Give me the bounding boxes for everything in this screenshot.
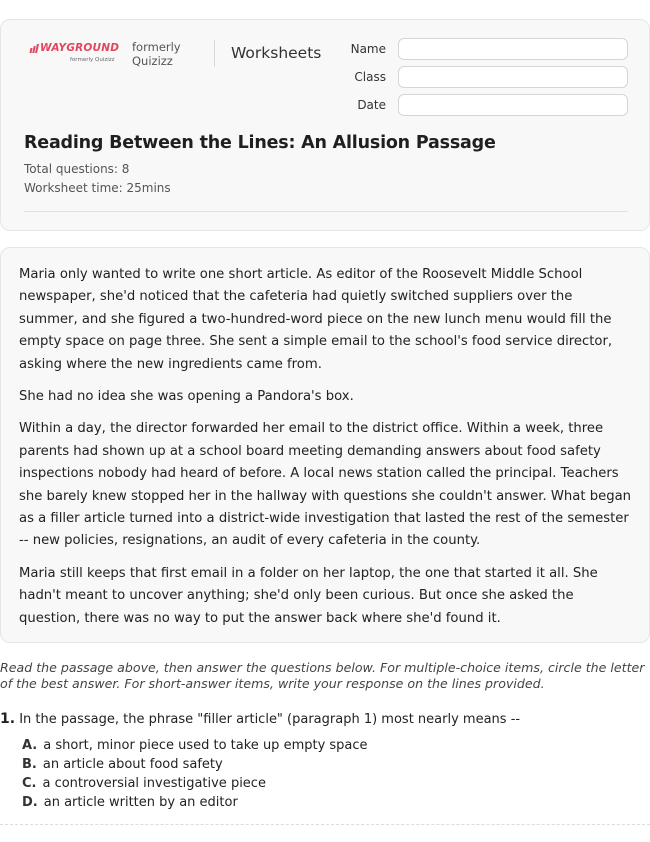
formerly-quizizz-label: formerly Quizizz [132,40,181,68]
passage-paragraph: She had no idea she was opening a Pandora's box. [19,389,354,405]
passage-card [0,247,650,643]
date-label: Date [357,98,386,112]
total-questions: Total questions: 8 [24,162,130,176]
option-text: an article written by an editor [43,795,238,810]
option-a[interactable] [22,738,368,753]
option-letter: A. [22,738,38,753]
question-number: 1. [0,711,16,727]
wayground-logo [30,42,118,63]
question-1 [0,711,650,727]
passage-paragraph: Maria still keeps that first email in a folder on her laptop, the one that started it all. She hadn't meant to uncover anything; she'd only been curious. But once she asked the question, there was no way to put the answer back where she'd found it. [19,565,598,626]
option-letter: B. [22,757,37,772]
option-c[interactable] [22,776,266,791]
name-field[interactable] [398,38,628,60]
worksheet-header [0,19,650,231]
question-separator [0,824,650,825]
option-letter: D. [22,795,38,810]
worksheet-time: Worksheet time: 25mins [24,181,171,195]
option-d[interactable] [22,795,238,810]
logo-bars-icon [30,44,38,53]
option-text: an article about food safety [42,757,223,772]
option-letter: C. [22,776,37,791]
passage-paragraph: Within a day, the director forwarded her email to the district office. Within a week, three parents had shown up at a school board meeting demanding answers about food safety inspections nobody had heard of before. A local news station called the principal. Teachers she barely knew stopped her in the hallway with questions she couldn't answer. What began as a filler article turned into a district-wide investigation that lasted the rest of the semester -- new policies, resignations, an audit of every cafeteria in the county. [19,421,632,549]
date-field[interactable] [398,94,628,116]
logo-subtext: formerly Quizizz [70,57,115,63]
header-rule [24,211,628,212]
question-text: In the passage, the phrase "filler article" (paragraph 1) most nearly means -- [19,712,521,727]
worksheet-title: Reading Between the Lines: An Allusion Passage [24,133,496,153]
option-b[interactable] [22,757,223,772]
section-label: Worksheets [231,44,322,62]
logo-text: WAYGROUND [40,42,120,54]
class-field[interactable] [398,66,628,88]
option-text: a short, minor piece used to take up empty space [43,738,368,753]
name-label: Name [350,42,386,56]
class-label: Class [354,70,386,84]
option-text: a controversial investigative piece [42,776,266,791]
instructions: Read the passage above, then answer the questions below. For multiple-choice items, circle the letter of the best answer. For short-answer items, write your response on the lines provided. [0,660,645,691]
header-divider [214,40,215,67]
passage-paragraph: Maria only wanted to write one short article. As editor of the Roosevelt Middle School newspaper, she'd noticed that the cafeteria had quietly switched suppliers over the summer, and she figured a two-hundred-word piece on the new lunch menu would fill the empty space on page three. She sent a simple email to the school's food service director, asking where the new ingredients came from. [19,267,613,372]
